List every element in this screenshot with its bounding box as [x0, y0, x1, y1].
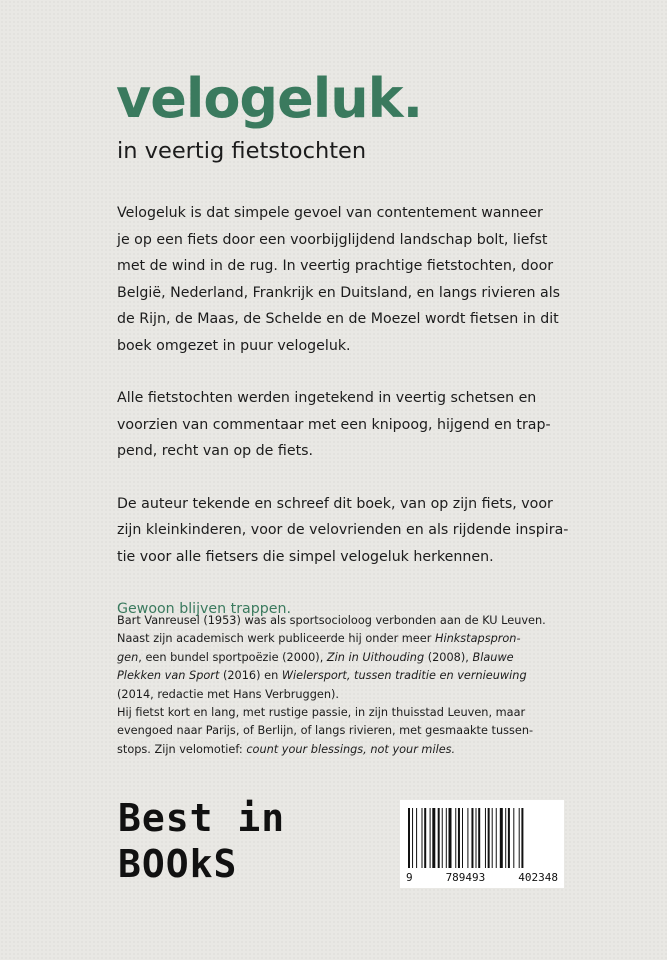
barcode-bar — [485, 808, 486, 868]
barcode-bar — [455, 808, 456, 868]
book-subtitle: in veertig fietstochten — [117, 138, 367, 164]
bio-text: , een bundel sportpoëzie (2000), — [138, 650, 327, 664]
logo-line: Best in — [118, 796, 286, 840]
blurb-paragraph: De auteur tekende en schreef dit boek, van op zijn fiets, voor zijn kleinkinderen, voor de velovrienden en als rijdende inspira- tie voor alle fietsers die simpel velogeluk herkennen. — [117, 495, 569, 565]
barcode-bar — [500, 808, 503, 868]
barcode-bars — [408, 808, 556, 868]
book-reference: Wielersport, tussen traditie en vernieuwing — [281, 669, 527, 683]
tagline: Gewoon blijven trappen. — [117, 601, 291, 617]
author-bio — [117, 612, 617, 759]
book-reference: Hinkstapspron- gen — [117, 632, 521, 664]
isbn-barcode — [400, 800, 564, 888]
author-motto: count your blessings, not your miles. — [246, 742, 456, 756]
logo-line: BOOkS — [118, 842, 238, 886]
isbn-digits-left: 789493 — [445, 871, 486, 884]
publisher-logo — [118, 795, 285, 887]
barcode-bar — [462, 808, 463, 868]
barcode-bar — [508, 808, 510, 868]
bio-text: (2016) en — [219, 669, 282, 683]
barcode-bar — [449, 808, 452, 868]
barcode-bar — [521, 808, 523, 868]
barcode-bar — [446, 808, 447, 868]
barcode-bar — [471, 808, 473, 868]
blurb-paragraph: Alle fietstochten werden ingetekend in veertig schetsen en voorzien van commentaar met een knipoog, hijgend en trap- pend, recht van op de fiets. — [117, 390, 551, 459]
barcode-bar — [412, 808, 413, 868]
barcode-bar — [424, 808, 426, 868]
isbn-digits-right: 402348 — [518, 871, 558, 884]
back-cover-blurb — [117, 200, 587, 649]
book-reference: Blauwe Plekken van Sport — [117, 650, 514, 683]
barcode-bar — [416, 808, 417, 868]
bio-text: Bart Vanreusel (1953) was als sportsocioloog verbonden aan de KU Leuven. — [117, 614, 546, 627]
isbn-digits — [400, 871, 564, 884]
barcode-bar — [422, 808, 423, 868]
isbn-digit-first: 9 — [406, 871, 413, 884]
barcode-bar — [442, 808, 443, 868]
barcode-bar — [432, 808, 435, 868]
barcode-bar — [496, 808, 497, 868]
barcode-bar — [467, 808, 468, 868]
bio-text: (2008), — [424, 650, 473, 664]
book-reference: Zin in Uithouding — [326, 650, 425, 664]
barcode-bar — [430, 808, 431, 868]
barcode-bar — [492, 808, 493, 868]
barcode-bar — [478, 808, 480, 868]
barcode-bar — [476, 808, 477, 868]
bio-text: (2014, redactie met Hans Verbruggen). Hij fietst kort en lang, met rustige passie, in zijn thuisstad Leuven, maar evengoed naar Parijs, of Berlijn, of langs rivieren, met gesmaakte tussen- stops. Zijn velomotief: — [117, 687, 534, 756]
barcode-bar — [488, 808, 490, 868]
barcode-bar — [519, 808, 520, 868]
blurb-paragraph: Velogeluk is dat simpele gevoel van contentement wanneer je op een fiets door een voorbijglijdend landschap bolt, liefst met de wind in de rug. In veertig prachtige fietstochten, door België, Nederland, Frankrijk en Duitsland, en langs rivieren als de Rijn, de Maas, de Schelde en de Moezel wordt fietsen in dit boek omgezet in puur velogeluk. — [117, 205, 561, 354]
barcode-bar — [458, 808, 460, 868]
barcode-bar — [438, 808, 440, 868]
bio-text: Naast zijn academisch werk publiceerde hij onder meer — [117, 632, 435, 646]
barcode-bar — [505, 808, 506, 868]
barcode-bar — [408, 808, 410, 868]
book-title: velogeluk. — [116, 67, 423, 130]
barcode-bar — [513, 808, 514, 868]
